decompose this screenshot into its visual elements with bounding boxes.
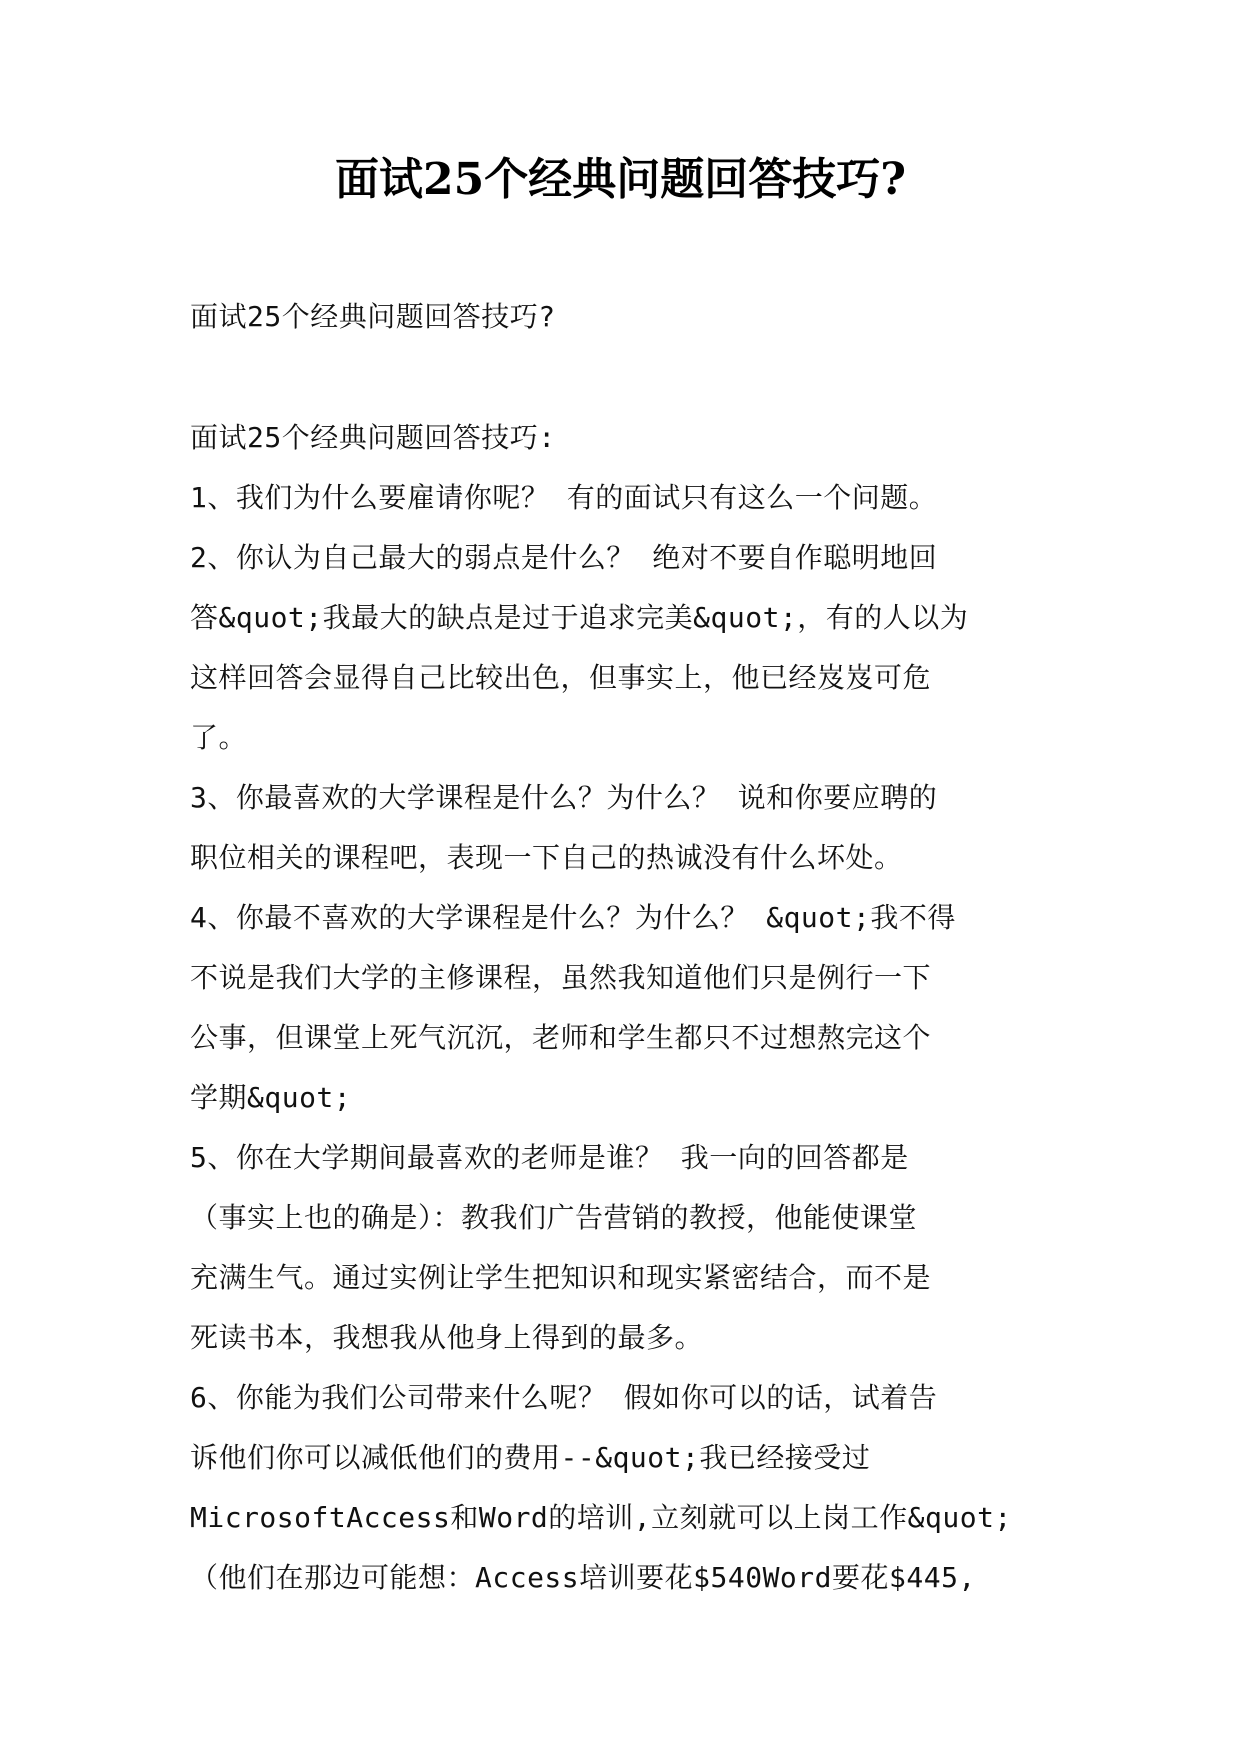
body-line: 3、你最喜欢的大学课程是什么？为什么？ 说和你要应聘的 — [190, 781, 938, 814]
body-line: 职位相关的课程吧，表现一下自己的热诚没有什么坏处。 — [190, 841, 903, 874]
body-line: 4、你最不喜欢的大学课程是什么？为什么？ &quot;我不得 — [190, 901, 956, 934]
body-line: 面试25个经典问题回答技巧: — [190, 421, 556, 454]
body-line: 5、你在大学期间最喜欢的老师是谁？ 我一向的回答都是 — [190, 1141, 909, 1174]
document-body — [190, 408, 1070, 1608]
body-line: MicrosoftAccess和Word的培训,立刻就可以上岗工作&quot; — [190, 1501, 1012, 1534]
document-title: 面试25个经典问题回答技巧? — [334, 154, 906, 205]
body-line: 诉他们你可以减低他们的费用--&quot;我已经接受过 — [190, 1441, 871, 1474]
body-line: 这样回答会显得自己比较出色，但事实上，他已经岌岌可危 — [190, 661, 932, 694]
body-line: 不说是我们大学的主修课程，虽然我知道他们只是例行一下 — [190, 961, 932, 994]
body-line: 充满生气。通过实例让学生把知识和现实紧密结合，而不是 — [190, 1261, 932, 1294]
body-line: 6、你能为我们公司带来什么呢？ 假如你可以的话，试着告 — [190, 1381, 938, 1414]
body-line: 2、你认为自己最大的弱点是什么？ 绝对不要自作聪明地回 — [190, 541, 938, 574]
body-line: 死读书本，我想我从他身上得到的最多。 — [190, 1321, 704, 1354]
body-line: 答&quot;我最大的缺点是过于追求完美&quot;，有的人以为 — [190, 601, 969, 634]
body-line: 公事，但课堂上死气沉沉，老师和学生都只不过想熬完这个 — [190, 1021, 932, 1054]
document-subtitle: 面试25个经典问题回答技巧? — [190, 300, 556, 333]
body-line: 1、我们为什么要雇请你呢？ 有的面试只有这么一个问题。 — [190, 481, 938, 514]
body-line: （他们在那边可能想：Access培训要花$540Word要花$445, — [190, 1561, 976, 1594]
body-line: 学期&quot; — [190, 1081, 352, 1114]
body-line: （事实上也的确是）：教我们广告营销的教授，他能使课堂 — [190, 1201, 918, 1234]
body-line: 了。 — [190, 721, 248, 754]
